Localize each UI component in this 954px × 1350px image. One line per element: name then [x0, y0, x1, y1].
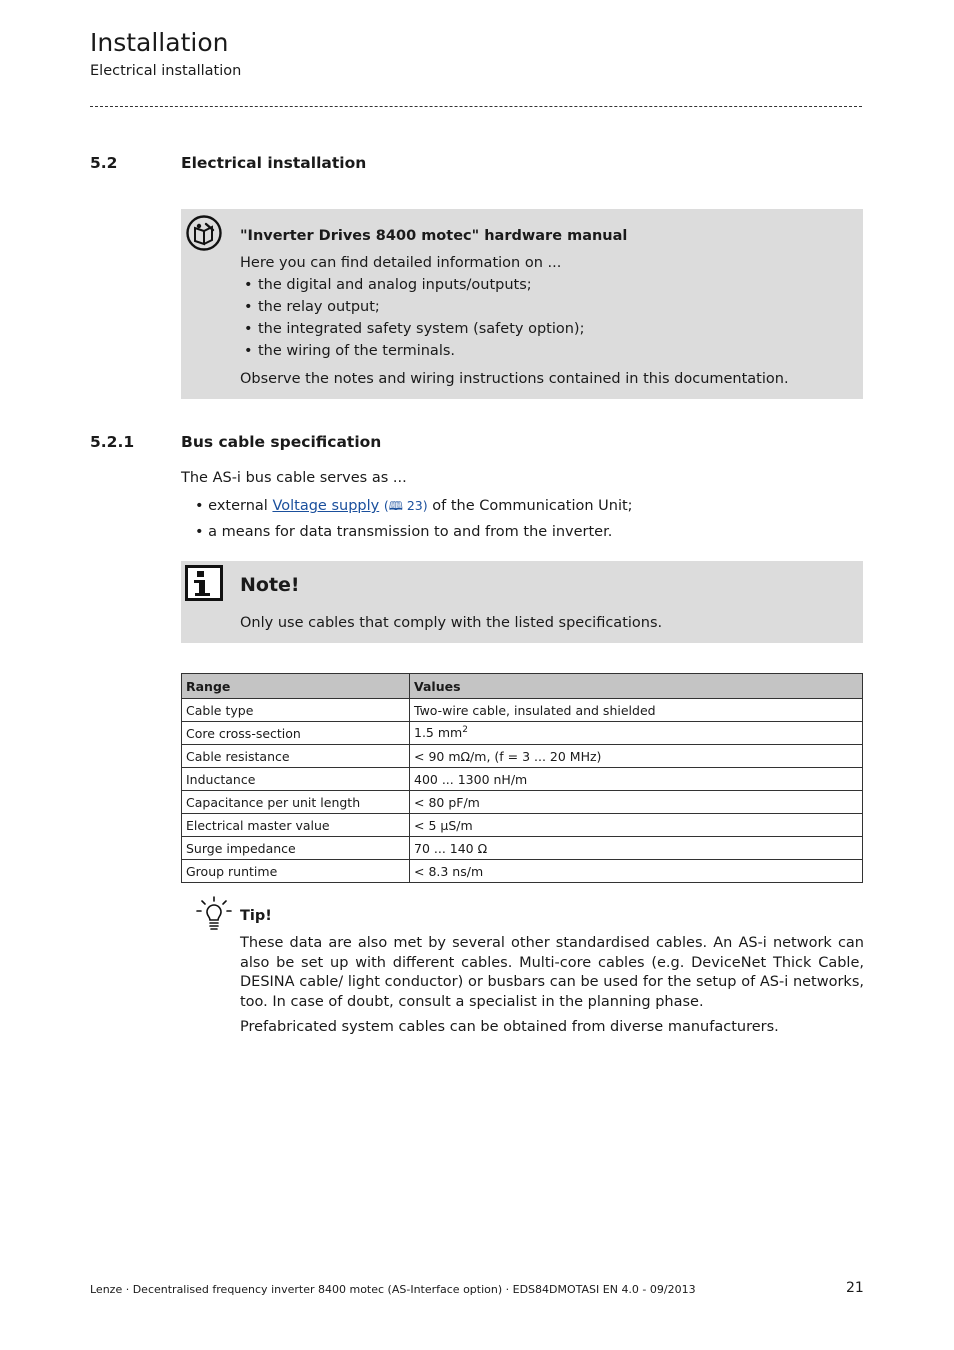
- info-icon: [185, 565, 223, 601]
- manual-list: [240, 274, 850, 362]
- page-reference[interactable]: (🕮 23): [383, 498, 428, 513]
- list-item: • the digital and analog inputs/outputs;: [240, 274, 850, 296]
- bullet: •: [195, 498, 204, 514]
- column-header-values: Values: [410, 674, 863, 699]
- tip-heading: Tip!: [240, 908, 272, 924]
- table-cell: < 90 mΩ/m, (f = 3 ... 20 MHz): [410, 745, 863, 768]
- column-header-range: Range: [182, 674, 410, 699]
- table-cell: Electrical master value: [182, 814, 410, 837]
- list-item: • the wiring of the terminals.: [240, 340, 850, 362]
- tip-paragraph-1: These data are also met by several other standardised cables. An AS-i network can also be set up with different cables. Multi-core cables (e.g. DeviceNet Thick Cable, DESINA cable/ light conductor) or busbars can be used for the setup of AS-i networks, too. In case of doubt, consult a specialist in the planning phase.: [240, 935, 864, 1010]
- table-cell: < 8.3 ns/m: [410, 860, 863, 883]
- table-row: [182, 699, 863, 722]
- table-cell: 1.5 $mm^2$: [410, 722, 863, 745]
- table-cell: 400 ... 1300 nH/m: [410, 768, 863, 791]
- table-cell: Core cross-section: [182, 722, 410, 745]
- superscript: 2: [462, 725, 468, 736]
- voltage-supply-link[interactable]: Voltage supply: [272, 498, 380, 514]
- table-cell: Group runtime: [182, 860, 410, 883]
- page-header-title: Installation: [90, 28, 229, 57]
- manual-closing: Observe the notes and wiring instructions contained in this documentation.: [240, 371, 789, 387]
- table-header-row: [182, 674, 863, 699]
- manual-heading: "Inverter Drives 8400 motec" hardware manual: [240, 228, 628, 244]
- table-cell: Surge impedance: [182, 837, 410, 860]
- cable-spec-table: [181, 673, 863, 883]
- tip-paragraph-2: Prefabricated system cables can be obtained from diverse manufacturers.: [240, 1019, 779, 1035]
- table-row: [182, 722, 863, 745]
- note-text: Only use cables that comply with the listed specifications.: [240, 615, 663, 631]
- bus-item-1-suffix: of the Communication Unit;: [427, 498, 633, 514]
- table-cell: Two-wire cable, insulated and shielded: [410, 699, 863, 722]
- footer-text: Lenze · Decentralised frequency inverter 8400 motec (AS-Interface option) · EDS84DMOTASI EN 4.0 - 09/2013: [90, 1283, 696, 1296]
- header-divider: [90, 106, 862, 108]
- bus-item-1: [195, 497, 633, 518]
- page-number: 21: [846, 1280, 864, 1296]
- subsection-number: 5.2.1: [90, 433, 135, 451]
- table-row: [182, 745, 863, 768]
- section-title: Electrical installation: [181, 154, 367, 172]
- table-cell: Cable resistance: [182, 745, 410, 768]
- table-cell: Inductance: [182, 768, 410, 791]
- note-heading: Note!: [240, 574, 300, 596]
- table-row: [182, 768, 863, 791]
- lightbulb-icon: [196, 896, 232, 932]
- list-item: • the integrated safety system (safety option);: [240, 318, 850, 340]
- book-icon: 🕮: [388, 499, 403, 513]
- page-header-subtitle: Electrical installation: [90, 63, 242, 79]
- table-row: [182, 791, 863, 814]
- section-number: 5.2: [90, 154, 118, 172]
- manual-info-box: [181, 209, 863, 399]
- manual-body: [240, 252, 850, 390]
- table-cell: Cable type: [182, 699, 410, 722]
- table-cell: Capacitance per unit length: [182, 791, 410, 814]
- bullet: •: [195, 524, 204, 540]
- note-box: [181, 561, 863, 643]
- list-item: • the relay output;: [240, 296, 850, 318]
- bus-intro: The AS-i bus cable serves as ...: [181, 470, 407, 486]
- manual-reader-icon: [184, 213, 224, 253]
- table-row: [182, 814, 863, 837]
- bus-item-2: • a means for data transmission to and from the inverter.: [195, 524, 613, 540]
- table-row: [182, 837, 863, 860]
- table-cell: 70 ... 140 Ω: [410, 837, 863, 860]
- bus-item-1-prefix: external: [208, 498, 273, 514]
- subsection-title: Bus cable specification: [181, 433, 382, 451]
- table-cell: < 5 µS/m: [410, 814, 863, 837]
- table-cell: < 80 pF/m: [410, 791, 863, 814]
- table-row: [182, 860, 863, 883]
- manual-intro: Here you can find detailed information on ...: [240, 255, 562, 271]
